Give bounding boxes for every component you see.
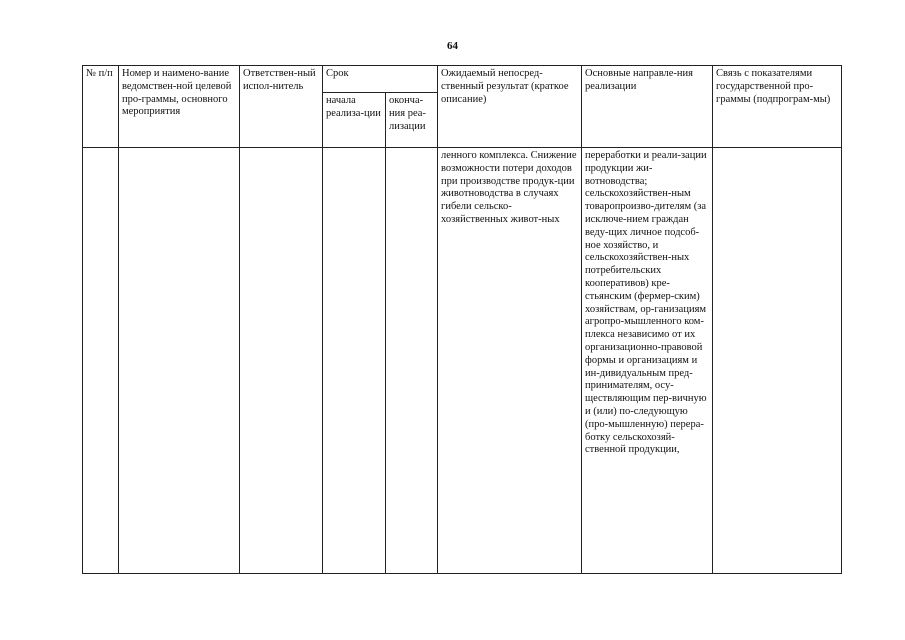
cell-link xyxy=(713,148,842,574)
page-number: 64 xyxy=(447,40,458,52)
col-header-term: Срок xyxy=(323,66,438,93)
program-table xyxy=(82,65,842,574)
col-header-name: Номер и наимено-вание ведомствен-ной целевой про-граммы, основного мероприятия xyxy=(119,66,240,148)
col-header-link: Связь с показателями государственной про-граммы (подпрограм-мы) xyxy=(713,66,842,148)
cell-expected-result: ленного комплекса. Снижение возможности потери доходов при производстве продук-ции животноводства в случаях гибели сельско-хозяйственных живот-ных xyxy=(438,148,582,574)
cell-name xyxy=(119,148,240,574)
table-row xyxy=(83,148,842,574)
cell-term-end xyxy=(386,148,438,574)
col-header-directions: Основные направле-ния реализации xyxy=(582,66,713,148)
cell-term-start xyxy=(323,148,386,574)
cell-directions: переработки и реали-зации продукции жи-вотноводства; сельскохозяйствен-ным товаропроизво-дителям (за исключе-нием граждан веду-щих личное подсоб-ное хозяйство, и сельскохозяйствен-ных потребительских кооперативов) кре-стьянским (фермер-ским) хозяйствам, ор-ганизациям агропро-мышленного ком-плекса независимо от их организационно-правовой формы и организациям и ин-дивидуальным пред-принимателям, осу-ществляющим пер-вичную и (или) по-следующую (про-мышленную) перера-ботку сельскохозяй-ственной продукции, xyxy=(582,148,713,574)
cell-num xyxy=(83,148,119,574)
col-header-num: № п/п xyxy=(83,66,119,148)
cell-executor xyxy=(240,148,323,574)
col-header-expected-result: Ожидаемый непосред-ственный результат (краткое описание) xyxy=(438,66,582,148)
header-row xyxy=(83,66,842,93)
col-header-term-end: оконча-ния реа-лизации xyxy=(386,93,438,148)
col-header-term-start: начала реализа-ции xyxy=(323,93,386,148)
col-header-executor: Ответствен-ный испол-нитель xyxy=(240,66,323,148)
